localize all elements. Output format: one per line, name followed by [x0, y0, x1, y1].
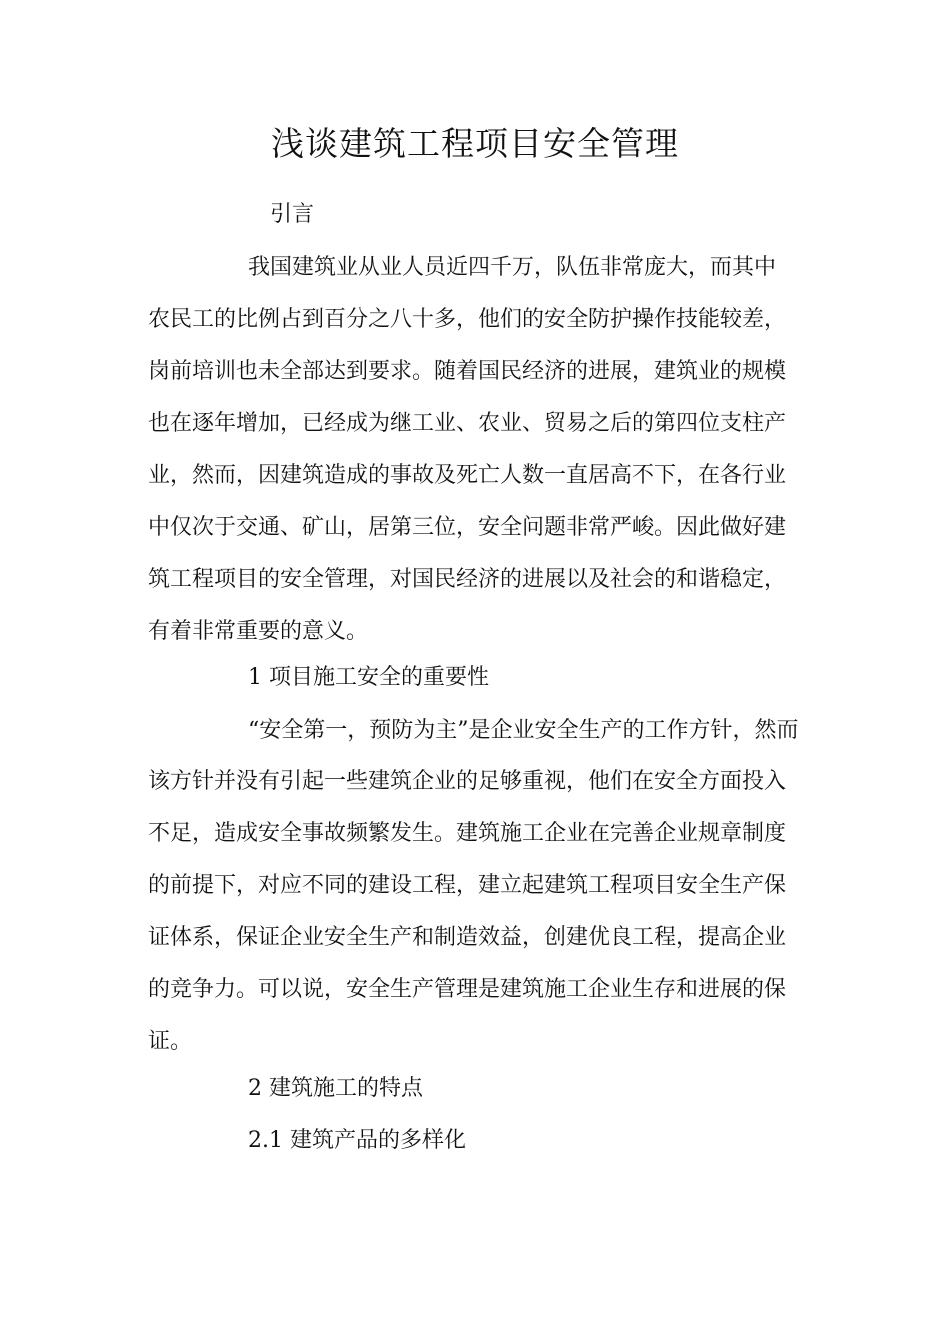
- para2-line: “安全第一，预防为主”是企业安全生产的工作方针，然而: [248, 718, 799, 743]
- para1-line: 中仅次于交通、矿山，居第三位，安全问题非常严峻。因此做好建: [148, 515, 787, 540]
- para1-line: 也在逐年增加，已经成为继工业、农业、贸易之后的第四位支柱产: [148, 411, 787, 436]
- para1-line: 业，然而，因建筑造成的事故及死亡人数一直居高不下，在各行业: [148, 463, 787, 488]
- intro-heading: 引言: [270, 202, 315, 227]
- para2-line: 证体系，保证企业安全生产和制造效益，创建优良工程，提高企业: [148, 925, 787, 950]
- para1-line: 我国建筑业从业人员近四千万，队伍非常庞大，而其中: [248, 255, 777, 280]
- para1-line: 有着非常重要的意义。: [148, 619, 369, 644]
- section1-heading: 1 项目施工安全的重要性: [248, 665, 489, 690]
- para1-line: 岗前培训也未全部达到要求。随着国民经济的进展，建筑业的规模: [148, 359, 787, 384]
- para2-line: 不足，造成安全事故频繁发生。建筑施工企业在完善企业规章制度: [148, 821, 787, 846]
- para2-line: 的竞争力。可以说，安全生产管理是建筑施工企业生存和进展的保: [148, 977, 787, 1002]
- para2-line: 证。: [148, 1029, 193, 1054]
- section2-heading: 2 建筑施工的特点: [248, 1076, 423, 1101]
- document-title: 浅谈建筑工程项目安全管理: [271, 124, 679, 163]
- para2-line: 的前提下，对应不同的建设工程，建立起建筑工程项目安全生产保: [148, 873, 787, 898]
- para2-line: 该方针并没有引起一些建筑企业的足够重视，他们在安全方面投入: [148, 769, 787, 794]
- para1-line: 农民工的比例占到百分之八十多，他们的安全防护操作技能较差，: [148, 307, 787, 332]
- para1-line: 筑工程项目的安全管理，对国民经济的进展以及社会的和谐稳定，: [148, 567, 787, 592]
- section2-1-heading: 2.1 建筑产品的多样化: [248, 1128, 466, 1153]
